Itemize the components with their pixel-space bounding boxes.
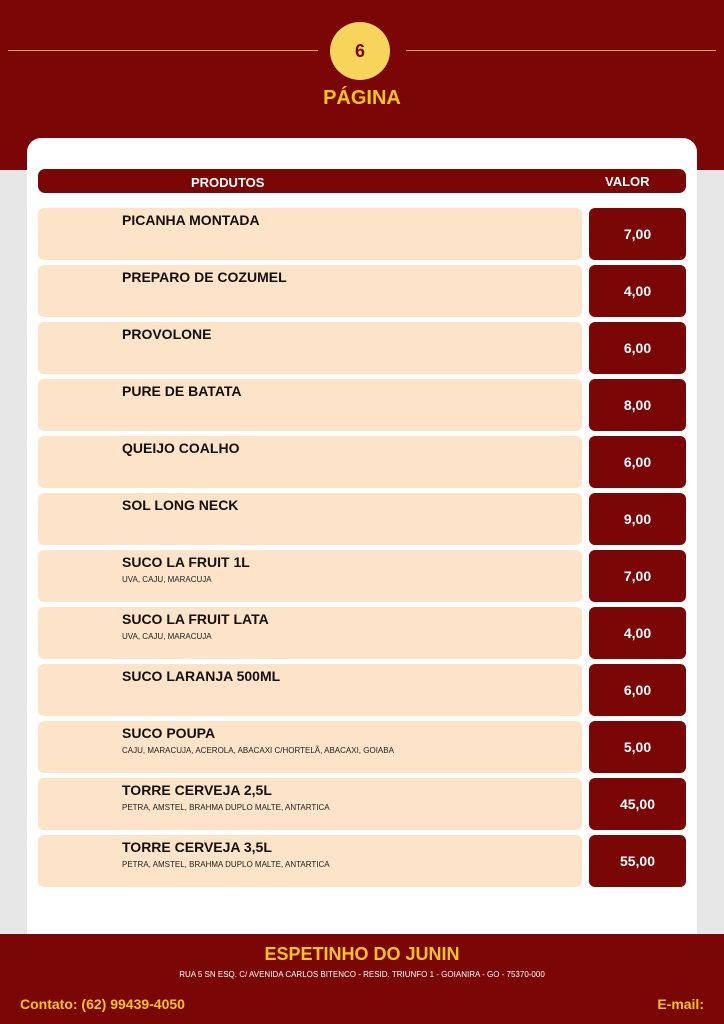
product-name: TORRE CERVEJA 3,5L (122, 839, 272, 855)
table-row (38, 664, 686, 716)
table-row (38, 550, 686, 602)
product-cell (38, 550, 582, 602)
contact-phone: Contato: (62) 99439-4050 (20, 996, 185, 1012)
page-label: PÁGINA (323, 87, 401, 109)
header-divider-right (406, 50, 716, 51)
contact-email: E-mail: (657, 996, 704, 1012)
product-cell (38, 835, 582, 887)
footer (0, 934, 724, 1024)
restaurant-name: ESPETINHO DO JUNIN (264, 944, 460, 964)
product-cell (38, 778, 582, 830)
table-row (38, 835, 686, 887)
table-row (38, 322, 686, 374)
table-row (38, 778, 686, 830)
product-price: 7,00 (589, 208, 686, 260)
product-name: PICANHA MONTADA (122, 212, 260, 228)
table-header (38, 169, 686, 193)
table-row (38, 721, 686, 773)
product-name: PURE DE BATATA (122, 383, 242, 399)
header-divider-left (8, 50, 318, 51)
restaurant-address: RUA 5 SN ESQ. C/ AVENIDA CARLOS BITENCO - RESID. TRIUNFO 1 - GOIANIRA - GO - 75370-000 (179, 970, 545, 979)
product-cell (38, 379, 582, 431)
table-row (38, 208, 686, 260)
product-cell (38, 607, 582, 659)
table-row (38, 379, 686, 431)
product-name: PROVOLONE (122, 326, 212, 342)
product-description: UVA, CAJU, MARACUJA (122, 575, 212, 584)
product-price: 45,00 (589, 778, 686, 830)
product-price: 8,00 (589, 379, 686, 431)
product-price: 55,00 (589, 835, 686, 887)
table-row (38, 607, 686, 659)
product-name: PREPARO DE COZUMEL (122, 269, 287, 285)
column-header-value: VALOR (605, 174, 650, 189)
product-cell (38, 208, 582, 260)
product-price: 4,00 (589, 607, 686, 659)
product-list (38, 208, 686, 892)
product-cell (38, 265, 582, 317)
product-cell (38, 436, 582, 488)
product-price: 6,00 (589, 664, 686, 716)
product-name: SUCO POUPA (122, 725, 216, 741)
product-price: 6,00 (589, 322, 686, 374)
column-header-products: PRODUTOS (191, 175, 265, 190)
product-description: UVA, CAJU, MARACUJA (122, 632, 212, 641)
table-row (38, 493, 686, 545)
product-price: 4,00 (589, 265, 686, 317)
product-cell (38, 664, 582, 716)
product-price: 9,00 (589, 493, 686, 545)
product-name: TORRE CERVEJA 2,5L (122, 782, 272, 798)
page-number: 6 (354, 40, 365, 61)
product-name: SUCO LA FRUIT 1L (122, 554, 250, 570)
product-name: SUCO LA FRUIT LATA (122, 611, 269, 627)
product-price: 7,00 (589, 550, 686, 602)
product-name: QUEIJO COALHO (122, 440, 240, 456)
product-name: SUCO LARANJA 500ML (122, 668, 281, 684)
product-description: PETRA, AMSTEL, BRAHMA DUPLO MALTE, ANTARTICA (122, 803, 330, 812)
product-description: PETRA, AMSTEL, BRAHMA DUPLO MALTE, ANTARTICA (122, 860, 330, 869)
table-row (38, 265, 686, 317)
product-name: SOL LONG NECK (122, 497, 239, 513)
product-cell (38, 322, 582, 374)
table-row (38, 436, 686, 488)
product-description: CAJU, MARACUJA, ACEROLA, ABACAXI C/HORTELÃ, ABACAXI, GOIABA (122, 746, 394, 755)
product-cell (38, 721, 582, 773)
page-number-badge (330, 22, 390, 80)
product-price: 6,00 (589, 436, 686, 488)
product-cell (38, 493, 582, 545)
product-price: 5,00 (589, 721, 686, 773)
